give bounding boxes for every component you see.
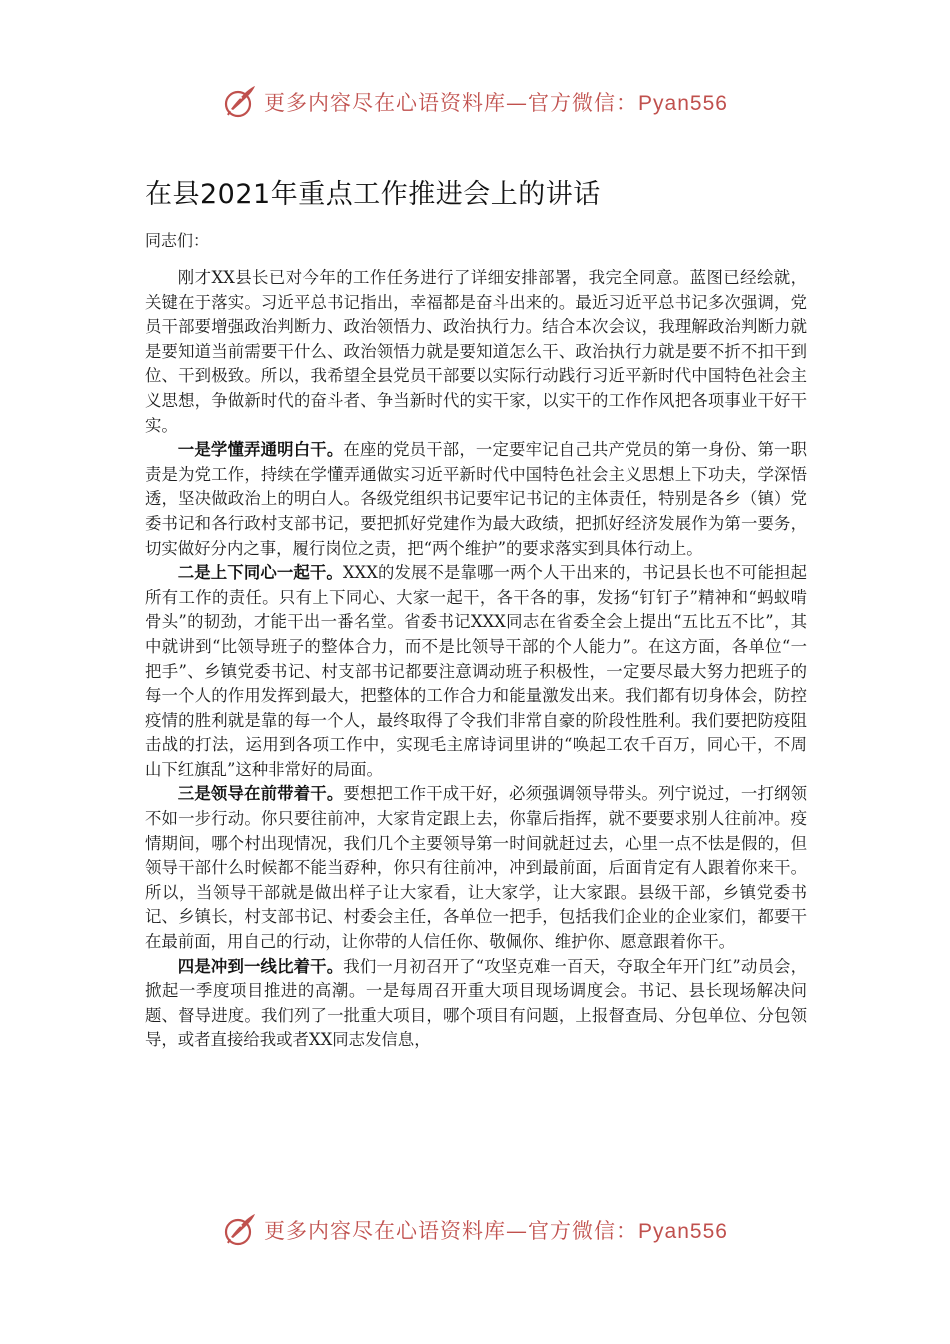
paragraph-lead: 三是领导在前带着干。 (177, 784, 344, 804)
banner-text: 更多内容尽在心语资料库—官方微信：Pyan556 (264, 91, 728, 115)
document-body (145, 266, 807, 1053)
banner-text: 更多内容尽在心语资料库—官方微信：Pyan556 (264, 1219, 728, 1243)
salutation: 同志们： (145, 231, 210, 250)
paragraph-point-2: 二是上下同心一起干。XXX的发展不是靠哪一两个人干出来的，书记县长也不可能担起所有工作的责任。只有上下同心、大家一起干，各干各的事，发扬“钉钉子”精神和“蚂蚁啃骨头”的韧劲，才能干出一番名堂。省委书记XXX同志在省委全会上提出“五比五不比”，其中就讲到“比领导班子的整体合力，而不是比领导干部的个人能力”。在这方面，各单位“一把手”、乡镇党委书记、村支部书记都要注意调动班子积极性，一定要尽最大努力把班子的每一个人的作用发挥到最大，把整体的工作合力和能量激发出来。我们都有切身体会，防控疫情的胜利就是靠的每一个人，最终取得了令我们非常自豪的阶段性胜利。我们要把防疫阻击战的打法，运用到各项工作中，实现毛主席诗词里讲的“唤起工农千百万，同心干，不周山下红旗乱”这种非常好的局面。 (145, 563, 807, 779)
wechat-id: Pyan556 (638, 92, 728, 115)
paragraph-lead: 二是上下同心一起干。 (177, 563, 343, 583)
paragraph-lead: 四是冲到一线比着干。 (177, 956, 344, 976)
paragraph-point-4: 四是冲到一线比着干。我们一月初召开了“攻坚克难一百天，夺取全年开门红”动员会，掀起一季度项目推进的高潮。一是每周召开重大项目现场调度会。书记、县长现场解决问题、督导进度。我们列了一批重大项目，哪个项目有问题，上报督查局、分包单位、分包领导，或者直接给我或者XX同志发信息， (145, 956, 807, 1050)
paragraph-point-1: 一是学懂弄通明白干。在座的党员干部，一定要牢记自己共产党员的第一身份、第一职责是为党工作，持续在学懂弄通做实习近平新时代中国特色社会主义思想上下功夫，学深悟透，坚决做政治上的明白人。各级党组织书记要牢记书记的主体责任，特别是各乡（镇）党委书记和各行政村支部书记，要把抓好党建作为最大政绩，把抓好经济发展作为第一要务，切实做好分内之事，履行岗位之责，把“两个维护”的要求落实到具体行动上。 (145, 440, 807, 558)
document-title: 在县2021年重点工作推进会上的讲话 (145, 179, 601, 210)
header-banner (0, 80, 950, 124)
paragraph-intro: 刚才XX县长已对今年的工作任务进行了详细安排部署，我完全同意。蓝图已经绘就，关键在于落实。习近平总书记指出，幸福都是奋斗出来的。最近习近平总书记多次强调，党员干部要增强政治判断力、政治领悟力、政治执行力。结合本次会议，我理解政治判断力就是要知道当前需要干什么、政治领悟力就是要知道怎么干、政治执行力就是要不折不扣干到位、干到极致。所以，我希望全县党员干部要以实际行动践行习近平新时代中国特色社会主义思想，争做新时代的奋斗者、争当新时代的实干家，以实干的工作作风把各项事业干好干实。 (145, 268, 807, 435)
paragraph-lead: 一是学懂弄通明白干。 (177, 440, 344, 460)
quill-logo-icon (222, 84, 258, 120)
paragraph-point-3: 三是领导在前带着干。要想把工作干成干好，必须强调领导带头。列宁说过，一打纲领不如一步行动。你只要往前冲，大家肯定跟上去，你靠后指挥，就不要要求别人往前冲。疫情期间，哪个村出现情况，我们几个主要领导第一时间就赶过去，心里一点不怯是假的，但领导干部什么时候都不能当孬种，你只有往前冲，冲到最前面，后面肯定有人跟着你来干。所以，当领导干部就是做出样子让大家看，让大家学，让大家跟。县级干部，乡镇党委书记、乡镇长，村支部书记、村委会主任，各单位一把手，包括我们企业的企业家们，都要干在最前面，用自己的行动，让你带的人信任你、敬佩你、维护你、愿意跟着你干。 (145, 784, 807, 952)
footer-banner (0, 1208, 950, 1252)
quill-logo-icon (222, 1212, 258, 1248)
wechat-id: Pyan556 (638, 1220, 728, 1243)
